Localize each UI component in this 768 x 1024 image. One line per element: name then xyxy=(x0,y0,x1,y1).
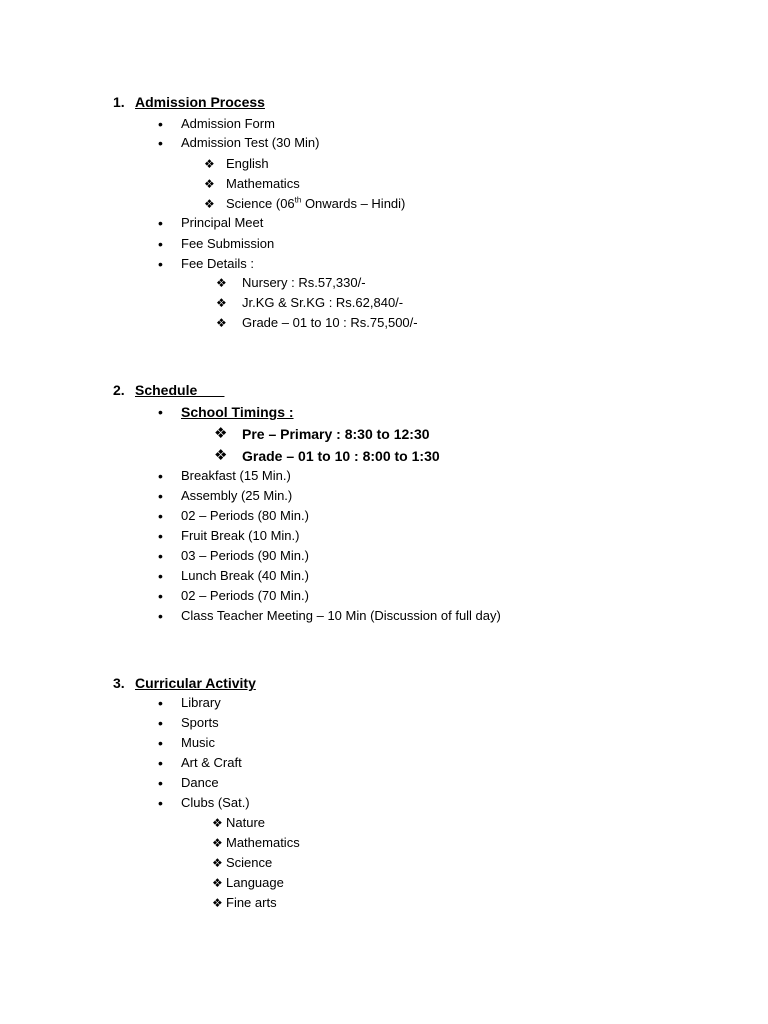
schedule-item: Fruit Break (10 Min.) xyxy=(181,528,300,543)
schedule-item: Lunch Break (40 Min.) xyxy=(181,568,309,583)
schedule-item: Breakfast (15 Min.) xyxy=(181,468,291,483)
list-item: Principal Meet xyxy=(181,215,264,230)
activity-item: Clubs (Sat.) xyxy=(181,795,250,810)
activity-item: Library xyxy=(181,695,221,710)
sub-list-item-science xyxy=(226,196,405,212)
schedule-item: 03 – Periods (90 Min.) xyxy=(181,548,309,563)
science-superscript: th xyxy=(294,195,302,205)
list-item: Admission Test (30 Min) xyxy=(181,135,320,150)
section-number: 1. xyxy=(113,94,125,110)
bullet-icon: • xyxy=(158,488,163,504)
bullet-icon: • xyxy=(158,588,163,604)
bullet-icon: • xyxy=(158,468,163,484)
diamond-bullet-icon: ❖ xyxy=(216,316,227,330)
activity-item: Sports xyxy=(181,715,219,730)
diamond-bullet-icon: ❖ xyxy=(212,876,223,890)
bullet-icon: • xyxy=(158,116,163,132)
bullet-icon: • xyxy=(158,404,163,420)
diamond-bullet-icon: ❖ xyxy=(214,425,228,442)
bullet-icon: • xyxy=(158,548,163,564)
bullet-icon: • xyxy=(158,775,163,791)
bullet-icon: • xyxy=(158,608,163,624)
club-item: Language xyxy=(226,875,284,890)
bullet-icon: • xyxy=(158,236,163,252)
section-number: 3. xyxy=(113,675,125,691)
bullet-icon: • xyxy=(158,735,163,751)
fee-item: Grade – 01 to 10 : Rs.75,500/- xyxy=(242,315,418,330)
list-item: Fee Submission xyxy=(181,236,275,251)
section-heading-admission-process: Admission Process xyxy=(135,94,265,110)
schedule-item: Assembly (25 Min.) xyxy=(181,488,293,503)
timing-item: Pre – Primary : 8:30 to 12:30 xyxy=(242,426,430,442)
timing-item: Grade – 01 to 10 : 8:00 to 1:30 xyxy=(242,448,440,464)
diamond-bullet-icon: ❖ xyxy=(212,836,223,850)
diamond-bullet-icon: ❖ xyxy=(204,177,215,191)
section-heading-curricular-activity: Curricular Activity xyxy=(135,675,256,691)
bullet-icon: • xyxy=(158,215,163,231)
schedule-item: Class Teacher Meeting – 10 Min (Discussion of full day) xyxy=(181,608,501,623)
bullet-icon: • xyxy=(158,715,163,731)
bullet-icon: • xyxy=(158,795,163,811)
section-heading-schedule: Schedule xyxy=(135,382,225,398)
activity-item: Music xyxy=(181,735,215,750)
bullet-icon: • xyxy=(158,755,163,771)
sub-list-item: Mathematics xyxy=(226,176,300,191)
bullet-icon: • xyxy=(158,568,163,584)
diamond-bullet-icon: ❖ xyxy=(212,896,223,910)
diamond-bullet-icon: ❖ xyxy=(212,816,223,830)
bullet-icon: • xyxy=(158,508,163,524)
school-timings-label: School Timings : xyxy=(181,404,294,420)
diamond-bullet-icon: ❖ xyxy=(204,157,215,171)
fee-item: Nursery : Rs.57,330/- xyxy=(242,275,366,290)
science-prefix: Science (06 xyxy=(226,196,295,211)
diamond-bullet-icon: ❖ xyxy=(216,296,227,310)
club-item: Nature xyxy=(226,815,266,830)
fee-item: Jr.KG & Sr.KG : Rs.62,840/- xyxy=(242,295,404,310)
bullet-icon: • xyxy=(158,528,163,544)
list-item: Fee Details : xyxy=(181,256,254,271)
club-item: Science xyxy=(226,855,273,870)
bullet-icon: • xyxy=(158,135,163,151)
bullet-icon: • xyxy=(158,256,163,272)
bullet-icon: • xyxy=(158,695,163,711)
diamond-bullet-icon: ❖ xyxy=(214,447,228,464)
diamond-bullet-icon: ❖ xyxy=(212,856,223,870)
club-item: Mathematics xyxy=(226,835,300,850)
science-suffix: Onwards – Hindi) xyxy=(301,196,406,211)
activity-item: Dance xyxy=(181,775,219,790)
schedule-item: 02 – Periods (80 Min.) xyxy=(181,508,309,523)
diamond-bullet-icon: ❖ xyxy=(216,276,227,290)
sub-list-item: English xyxy=(226,156,269,171)
list-item: Admission Form xyxy=(181,116,275,131)
section-number: 2. xyxy=(113,382,125,398)
activity-item: Art & Craft xyxy=(181,755,242,770)
schedule-item: 02 – Periods (70 Min.) xyxy=(181,588,309,603)
club-item: Fine arts xyxy=(226,895,277,910)
diamond-bullet-icon: ❖ xyxy=(204,197,215,211)
